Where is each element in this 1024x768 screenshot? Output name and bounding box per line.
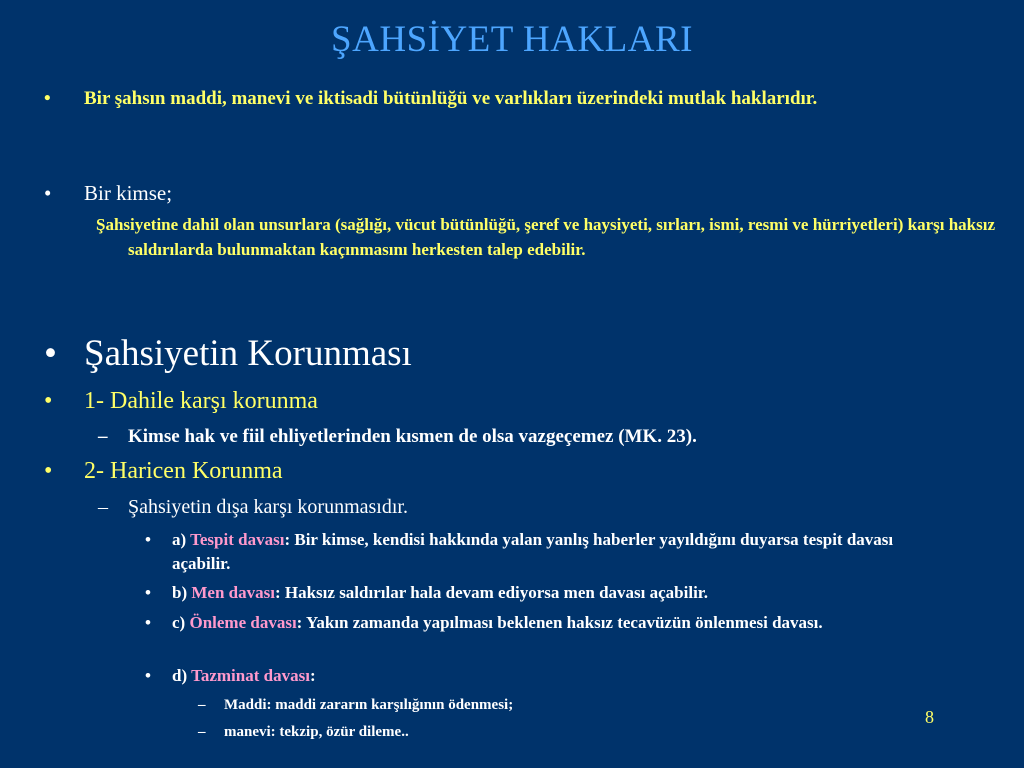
bullet-dot-icon: • [44,333,57,374]
bir-kimse-detail: Şahsiyetine dahil olan unsurlara (sağlığı, vücut bütünlüğü, şeref ve haysiyeti, sırları, ismi, resmi ve hürriyetleri) karşı haksız saldırılarda bulunmaktan kaçınmasını herkesten talep edebilir. [96,215,995,259]
list-item-tazminat [145,664,945,688]
bullet-bir-kimse [44,180,974,206]
bullet-dahile-korunma [44,386,974,416]
tespit-term: Tespit davası [190,530,285,549]
bullet-dot-icon: • [145,666,151,685]
bir-kimse-text: Bir kimse; [84,181,173,205]
bullet-haricen-korunma [44,456,974,486]
bullet-dot-icon: • [145,613,151,632]
bullet-dot-icon: • [44,388,53,414]
dahile-detail-text: Kimse hak ve fiil ehliyetlerinden kısmen de olsa vazgeçemez (MK. 23). [128,426,697,447]
bullet-dot-icon: • [44,88,51,109]
slide-title: ŞAHSİYET HAKLARI [331,19,693,60]
bullet-sahsiyetin-korunmasi [44,332,974,376]
list-item-tespit [145,528,945,576]
definition-text: Bir şahsın maddi, manevi ve iktisadi bütünlüğü ve varlıkları üzerindeki mutlak haklarıdır. [84,88,818,109]
list-item-onleme [145,611,945,635]
haricen-heading: 2- Haricen Korunma [84,458,283,484]
bullet-definition [44,86,974,112]
tazminat-manevi [198,722,898,742]
onleme-term: Önleme davası [189,613,297,632]
dash-icon: – [198,724,206,740]
bullet-dot-icon: • [44,181,52,205]
tazminat-maddi [198,695,898,715]
list-item-men [145,581,945,605]
korunma-heading: Şahsiyetin Korunması [84,333,412,374]
dahile-heading: 1- Dahile karşı korunma [84,388,318,414]
list-item-text: b) Men davası: Haksız saldırılar hala devam ediyorsa men davası açabilir. [172,583,709,602]
bullet-dot-icon: • [44,458,53,484]
list-item-text: d) Tazminat davası: [172,666,316,685]
bullet-dot-icon: • [145,530,151,549]
dash-icon: – [98,426,108,447]
list-item-text: c) Önleme davası: Yakın zamanda yapılması beklenen haksız tecavüzün önlenmesi davası. [172,613,823,632]
tazminat-term: Tazminat davası [191,666,310,685]
haricen-detail [98,494,978,520]
dash-icon: – [198,697,206,713]
haricen-detail-text: Şahsiyetin dışa karşı korunmasıdır. [128,496,408,518]
maddi-text: Maddi: maddi zararın karşılığının ödenmesi; [224,697,514,713]
bullet-dot-icon: • [145,583,151,602]
list-item-text: a) Tespit davası: Bir kimse, kendisi hakkında yalan yanlış haberler yayıldığını duyarsa tespit davası açabilir. [172,530,894,573]
manevi-text: manevi: tekzip, özür dileme.. [224,724,409,740]
men-term: Men davası [191,583,275,602]
dahile-detail [98,424,978,450]
page-number: 8 [925,707,934,727]
dash-icon: – [98,496,108,518]
